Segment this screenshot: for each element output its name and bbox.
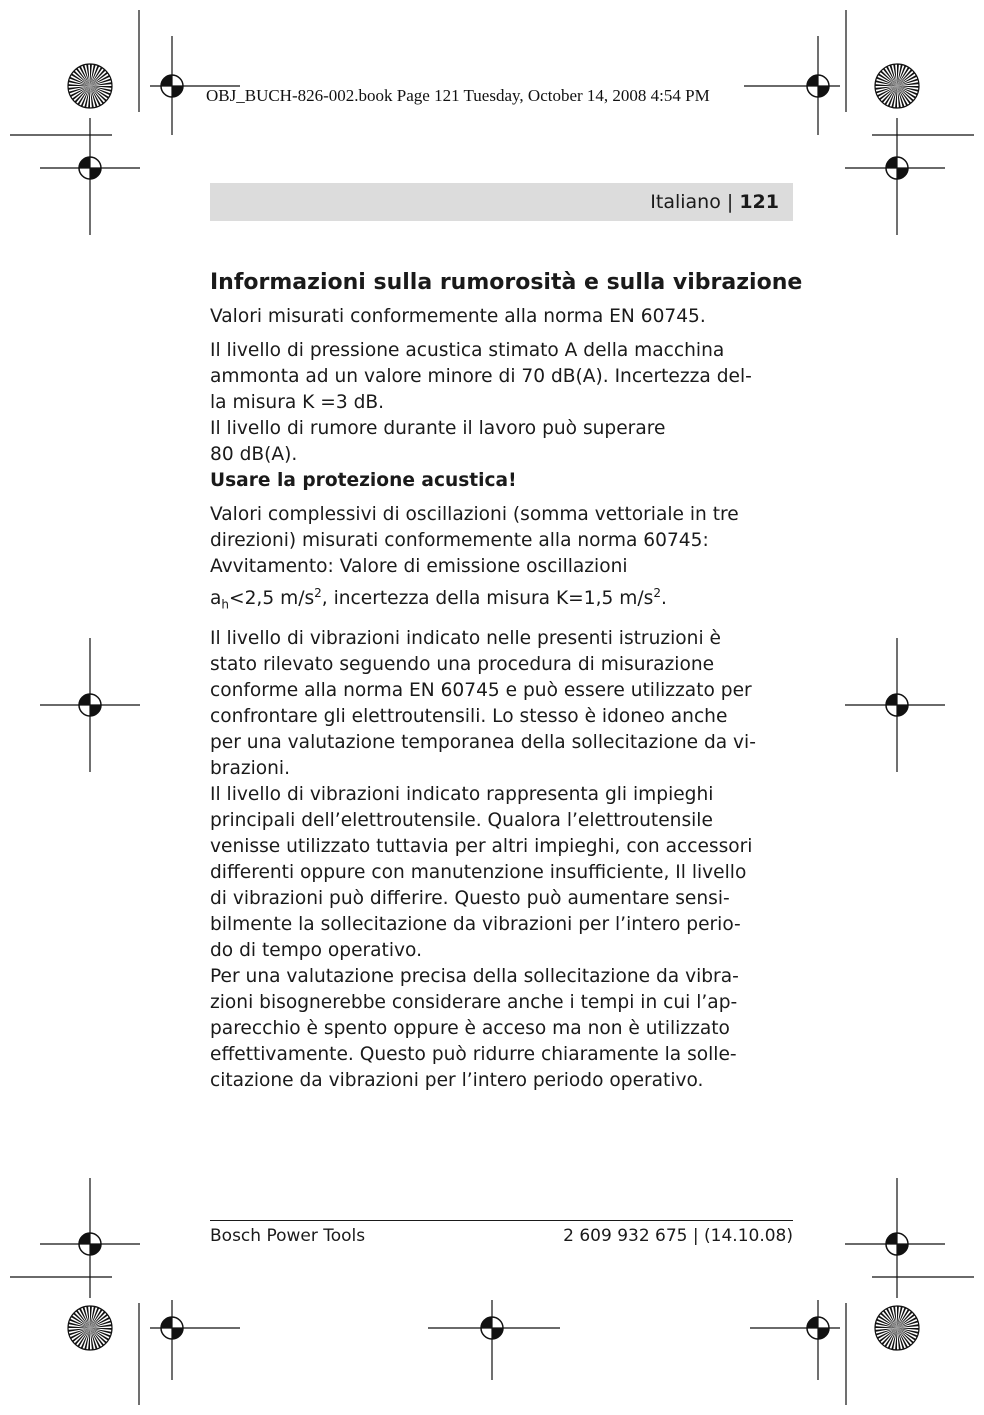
header-language: Italiano |	[650, 191, 740, 213]
text-line: parecchio è spento oppure è acceso ma non è utilizzato	[210, 1017, 730, 1039]
footer-brand: Bosch Power Tools	[210, 1226, 366, 1246]
text-line: citazione da vibrazioni per l’intero periodo operativo.	[210, 1069, 704, 1091]
uncertainty-text: , incertezza della misura K=1,5 m/s	[321, 588, 654, 610]
text-line: la misura K =3 dB.	[210, 392, 385, 413]
text-line: ammonta ad un valore minore di 70 dB(A). Incertezza del-	[210, 366, 752, 387]
starburst-target-icon	[68, 1306, 112, 1350]
period: .	[660, 588, 667, 610]
value-text: <2,5 m/s	[229, 588, 315, 610]
section-title: Informazioni sulla rumorosità e sulla vibrazione	[210, 270, 803, 295]
warning-text: Usare la protezione acustica!	[210, 470, 517, 491]
superscript-2: 2	[314, 586, 322, 600]
page-header-band	[210, 183, 793, 221]
footer-rule	[210, 1220, 793, 1221]
text-line: conforme alla norma EN 60745 e può essere utilizzato per	[210, 679, 752, 701]
text-line: Il livello di rumore durante il lavoro può superare	[210, 418, 666, 439]
text-line: bilmente la sollecitazione da vibrazioni per l’intero perio-	[210, 913, 741, 935]
text-line: direzioni) misurati conformemente alla norma 60745:	[210, 530, 709, 551]
text-line: Valori complessivi di oscillazioni (somma vettoriale in tre	[210, 504, 739, 525]
paragraph-vibration	[210, 626, 796, 1094]
text-line: principali dell’elettroutensile. Qualora l’elettroutensile	[210, 809, 713, 831]
starburst-target-icon	[875, 1306, 919, 1350]
subscript-h: h	[221, 597, 230, 612]
text-line: Avvitamento: Valore di emissione oscillazioni	[210, 556, 628, 577]
superscript-2: 2	[653, 586, 661, 600]
starburst-target-icon	[875, 64, 919, 108]
paragraph-noise	[210, 338, 796, 468]
text-line: per una valutazione temporanea della sollecitazione da vi-	[210, 731, 756, 753]
text-line: Per una valutazione precisa della sollecitazione da vibra-	[210, 965, 739, 987]
text-line: Il livello di pressione acustica stimato A della macchina	[210, 340, 725, 361]
print-slug: OBJ_BUCH-826-002.book Page 121 Tuesday, October 14, 2008 4:54 PM	[206, 86, 710, 105]
text-line: zioni bisognerebbe considerare anche i tempi in cui l’ap-	[210, 991, 738, 1013]
text-line: venisse utilizzato tuttavia per altri impieghi, con accessori	[210, 835, 753, 857]
symbol-a: a	[210, 588, 222, 610]
emission-value	[210, 586, 667, 612]
text-line: stato rilevato seguendo una procedura di misurazione	[210, 653, 715, 675]
text-line: differenti oppure con manutenzione insufficiente, Il livello	[210, 861, 747, 883]
text-line: Il livello di vibrazioni indicato rappresenta gli impieghi	[210, 783, 714, 805]
starburst-target-icon	[68, 64, 112, 108]
page-number: 121	[739, 191, 779, 213]
text-line: di vibrazioni può differire. Questo può aumentare sensi-	[210, 887, 730, 909]
text-line: effettivamente. Questo può ridurre chiaramente la solle-	[210, 1043, 737, 1065]
text-line: confrontare gli elettroutensili. Lo stesso è idoneo anche	[210, 705, 728, 727]
text-line: brazioni.	[210, 757, 291, 779]
footer-doc-number: 2 609 932 675 | (14.10.08)	[563, 1226, 793, 1246]
paragraph-standard: Valori misurati conformemente alla norma EN 60745.	[210, 306, 706, 327]
text-line: 80 dB(A).	[210, 444, 298, 465]
main-content	[210, 268, 803, 1094]
text-line: do di tempo operativo.	[210, 939, 422, 961]
text-line: Il livello di vibrazioni indicato nelle presenti istruzioni è	[210, 627, 721, 649]
paragraph-oscillation	[210, 502, 796, 618]
page-header	[650, 191, 779, 213]
